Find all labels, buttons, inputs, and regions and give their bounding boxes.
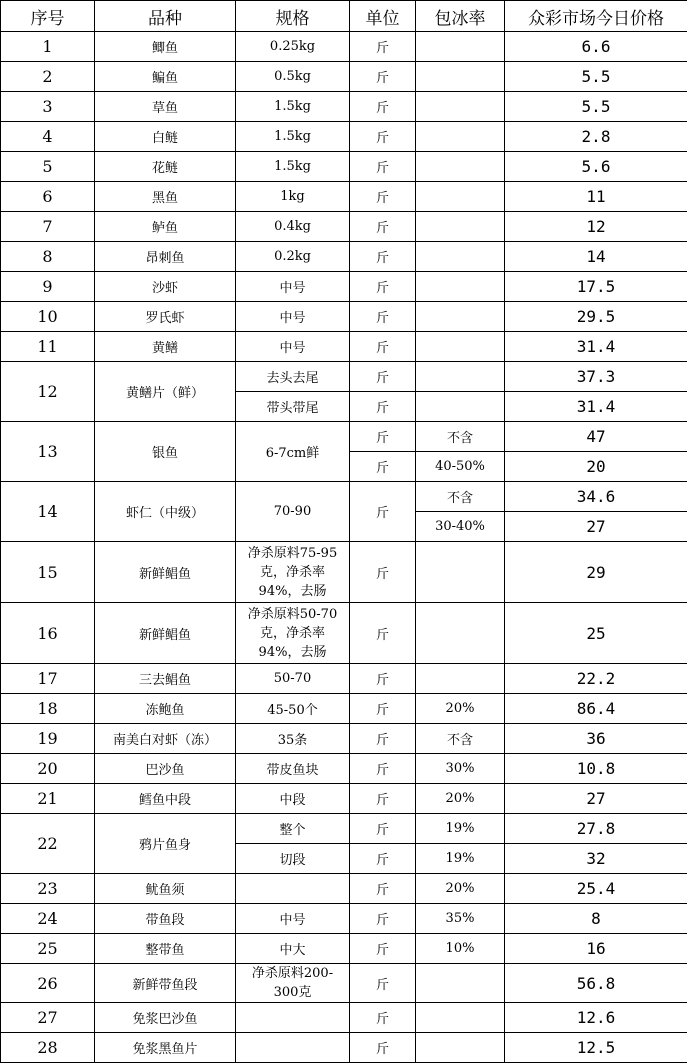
table-row — [1, 603, 687, 664]
cell-ice — [416, 332, 505, 362]
cell-ice: 30-40% — [416, 512, 505, 542]
cell-ice — [416, 32, 505, 62]
cell-spec: 中号 — [236, 332, 350, 362]
table-row — [1, 724, 687, 754]
cell-variety: 新鲜鲳鱼 — [95, 603, 236, 664]
table-row — [1, 1003, 687, 1033]
cell-price: 27 — [505, 512, 687, 542]
cell-price: 6.6 — [505, 32, 687, 62]
cell-variety: 南美白对虾（冻） — [95, 724, 236, 754]
cell-ice: 35% — [416, 904, 505, 934]
cell-price: 8 — [505, 904, 687, 934]
cell-variety: 免浆黑鱼片 — [95, 1033, 236, 1063]
cell-unit: 斤 — [350, 694, 416, 724]
table-row — [1, 92, 687, 122]
cell-seq: 5 — [1, 152, 95, 182]
cell-spec — [236, 874, 350, 904]
cell-spec: 45-50个 — [236, 694, 350, 724]
cell-seq: 17 — [1, 664, 95, 694]
cell-spec: 中号 — [236, 272, 350, 302]
cell-unit: 斤 — [350, 452, 416, 482]
spec-line: 克，净杀率 — [236, 624, 349, 643]
cell-variety: 冻鲍鱼 — [95, 694, 236, 724]
cell-unit: 斤 — [350, 32, 416, 62]
cell-ice — [416, 92, 505, 122]
cell-unit: 斤 — [350, 1003, 416, 1033]
cell-price: 29.5 — [505, 302, 687, 332]
header-price: 众彩市场今日价格 — [505, 1, 687, 32]
table-row — [1, 122, 687, 152]
cell-price: 27.8 — [505, 814, 687, 844]
cell-seq: 18 — [1, 694, 95, 724]
cell-variety: 鲈鱼 — [95, 212, 236, 242]
cell-ice — [416, 542, 505, 603]
table-row — [1, 272, 687, 302]
cell-price: 36 — [505, 724, 687, 754]
cell-spec — [236, 542, 350, 603]
cell-seq: 25 — [1, 934, 95, 964]
cell-ice: 不含 — [416, 724, 505, 754]
cell-spec: 1.5kg — [236, 92, 350, 122]
cell-spec: 1.5kg — [236, 152, 350, 182]
cell-price: 32 — [505, 844, 687, 874]
header-seq: 序号 — [1, 1, 95, 32]
cell-variety: 带鱼段 — [95, 904, 236, 934]
table-row — [1, 904, 687, 934]
cell-variety: 三去鲳鱼 — [95, 664, 236, 694]
cell-unit: 斤 — [350, 844, 416, 874]
cell-seq: 15 — [1, 542, 95, 603]
cell-price: 5.5 — [505, 62, 687, 92]
cell-ice — [416, 392, 505, 422]
table-row — [1, 814, 687, 844]
cell-variety: 鲫鱼 — [95, 32, 236, 62]
cell-ice: 不含 — [416, 422, 505, 452]
cell-spec: 去头去尾 — [236, 362, 350, 392]
cell-ice: 30% — [416, 754, 505, 784]
cell-seq: 7 — [1, 212, 95, 242]
cell-unit: 斤 — [350, 664, 416, 694]
table-row — [1, 362, 687, 392]
cell-ice — [416, 242, 505, 272]
cell-price: 31.4 — [505, 332, 687, 362]
cell-seq: 24 — [1, 904, 95, 934]
cell-variety: 鸦片鱼身 — [95, 814, 236, 874]
table-row — [1, 784, 687, 814]
cell-variety: 鳕鱼中段 — [95, 784, 236, 814]
cell-price: 16 — [505, 934, 687, 964]
cell-ice: 40-50% — [416, 452, 505, 482]
spec-line: 300克 — [236, 983, 349, 1002]
cell-seq: 16 — [1, 603, 95, 664]
table-row — [1, 874, 687, 904]
cell-variety: 黄鳝片（鲜） — [95, 362, 236, 422]
table-row — [1, 964, 687, 1003]
cell-spec: 带头带尾 — [236, 392, 350, 422]
cell-unit: 斤 — [350, 603, 416, 664]
cell-unit: 斤 — [350, 754, 416, 784]
cell-variety: 整带鱼 — [95, 934, 236, 964]
cell-ice — [416, 212, 505, 242]
cell-spec: 带皮鱼块 — [236, 754, 350, 784]
spec-line: 净杀原料200- — [236, 964, 349, 983]
header-variety: 品种 — [95, 1, 236, 32]
cell-ice: 19% — [416, 814, 505, 844]
table-row — [1, 32, 687, 62]
table-row — [1, 302, 687, 332]
table-row — [1, 332, 687, 362]
cell-price: 12.5 — [505, 1033, 687, 1063]
cell-seq: 11 — [1, 332, 95, 362]
header-row — [1, 1, 687, 32]
cell-ice: 20% — [416, 784, 505, 814]
cell-seq: 27 — [1, 1003, 95, 1033]
cell-seq: 10 — [1, 302, 95, 332]
cell-variety: 巴沙鱼 — [95, 754, 236, 784]
header-ice-rate: 包冰率 — [416, 1, 505, 32]
cell-ice: 10% — [416, 934, 505, 964]
cell-price: 20 — [505, 452, 687, 482]
cell-spec: 35条 — [236, 724, 350, 754]
cell-unit: 斤 — [350, 92, 416, 122]
cell-variety: 草鱼 — [95, 92, 236, 122]
cell-seq: 28 — [1, 1033, 95, 1063]
cell-ice — [416, 1033, 505, 1063]
cell-seq: 12 — [1, 362, 95, 422]
cell-seq: 26 — [1, 964, 95, 1003]
spec-line: 94%，去肠 — [236, 582, 349, 601]
cell-ice: 20% — [416, 874, 505, 904]
cell-variety: 花鲢 — [95, 152, 236, 182]
cell-unit: 斤 — [350, 904, 416, 934]
cell-unit: 斤 — [350, 272, 416, 302]
table-row — [1, 754, 687, 784]
cell-ice — [416, 152, 505, 182]
cell-spec: 1kg — [236, 182, 350, 212]
cell-unit: 斤 — [350, 542, 416, 603]
cell-variety: 新鲜鲳鱼 — [95, 542, 236, 603]
cell-seq: 1 — [1, 32, 95, 62]
cell-unit: 斤 — [350, 122, 416, 152]
cell-unit: 斤 — [350, 242, 416, 272]
cell-price: 29 — [505, 542, 687, 603]
cell-spec: 0.25kg — [236, 32, 350, 62]
cell-unit: 斤 — [350, 332, 416, 362]
cell-unit: 斤 — [350, 934, 416, 964]
table-row — [1, 62, 687, 92]
cell-seq: 14 — [1, 482, 95, 542]
cell-unit: 斤 — [350, 814, 416, 844]
table-row — [1, 212, 687, 242]
spec-line: 94%，去肠 — [236, 643, 349, 662]
cell-ice — [416, 964, 505, 1003]
cell-price: 2.8 — [505, 122, 687, 152]
cell-variety: 黑鱼 — [95, 182, 236, 212]
spec-line: 克，净杀率 — [236, 563, 349, 582]
header-unit: 单位 — [350, 1, 416, 32]
cell-price: 12.6 — [505, 1003, 687, 1033]
cell-price: 27 — [505, 784, 687, 814]
cell-price: 11 — [505, 182, 687, 212]
cell-unit: 斤 — [350, 874, 416, 904]
table-row — [1, 422, 687, 452]
cell-seq: 22 — [1, 814, 95, 874]
cell-seq: 8 — [1, 242, 95, 272]
cell-seq: 19 — [1, 724, 95, 754]
cell-spec: 中号 — [236, 904, 350, 934]
cell-unit: 斤 — [350, 392, 416, 422]
cell-price: 31.4 — [505, 392, 687, 422]
cell-spec — [236, 1033, 350, 1063]
cell-unit: 斤 — [350, 62, 416, 92]
cell-price: 14 — [505, 242, 687, 272]
cell-spec: 0.4kg — [236, 212, 350, 242]
cell-unit: 斤 — [350, 212, 416, 242]
cell-unit: 斤 — [350, 482, 416, 542]
cell-unit: 斤 — [350, 422, 416, 452]
cell-variety: 免浆巴沙鱼 — [95, 1003, 236, 1033]
cell-ice — [416, 664, 505, 694]
cell-spec: 0.5kg — [236, 62, 350, 92]
cell-seq: 9 — [1, 272, 95, 302]
header-spec: 规格 — [236, 1, 350, 32]
cell-price: 56.8 — [505, 964, 687, 1003]
cell-variety: 白鲢 — [95, 122, 236, 152]
cell-variety: 鱿鱼须 — [95, 874, 236, 904]
cell-variety: 新鲜带鱼段 — [95, 964, 236, 1003]
cell-ice — [416, 272, 505, 302]
cell-ice — [416, 302, 505, 332]
cell-price: 37.3 — [505, 362, 687, 392]
spec-line: 净杀原料50-70 — [236, 605, 349, 624]
cell-spec: 切段 — [236, 844, 350, 874]
cell-ice — [416, 62, 505, 92]
cell-seq: 3 — [1, 92, 95, 122]
cell-spec — [236, 964, 350, 1003]
cell-unit: 斤 — [350, 362, 416, 392]
cell-ice — [416, 362, 505, 392]
cell-ice — [416, 122, 505, 152]
table-row — [1, 694, 687, 724]
cell-seq: 20 — [1, 754, 95, 784]
table-row — [1, 664, 687, 694]
cell-spec: 70-90 — [236, 482, 350, 542]
cell-seq: 21 — [1, 784, 95, 814]
cell-ice: 19% — [416, 844, 505, 874]
cell-seq: 2 — [1, 62, 95, 92]
cell-ice — [416, 1003, 505, 1033]
cell-seq: 23 — [1, 874, 95, 904]
cell-price: 34.6 — [505, 482, 687, 512]
cell-ice — [416, 603, 505, 664]
table-row — [1, 934, 687, 964]
table-row — [1, 482, 687, 512]
cell-spec: 整个 — [236, 814, 350, 844]
cell-spec: 0.2kg — [236, 242, 350, 272]
cell-seq: 6 — [1, 182, 95, 212]
cell-price: 17.5 — [505, 272, 687, 302]
cell-seq: 4 — [1, 122, 95, 152]
table-row — [1, 242, 687, 272]
cell-variety: 虾仁（中级） — [95, 482, 236, 542]
cell-price: 86.4 — [505, 694, 687, 724]
cell-spec — [236, 1003, 350, 1033]
cell-spec — [236, 603, 350, 664]
table-row — [1, 1033, 687, 1063]
spec-line: 净杀原料75-95 — [236, 544, 349, 563]
cell-unit: 斤 — [350, 964, 416, 1003]
cell-spec: 中段 — [236, 784, 350, 814]
table-row — [1, 542, 687, 603]
cell-seq: 13 — [1, 422, 95, 482]
cell-price: 25.4 — [505, 874, 687, 904]
cell-variety: 鳊鱼 — [95, 62, 236, 92]
cell-variety: 罗氏虾 — [95, 302, 236, 332]
cell-price: 22.2 — [505, 664, 687, 694]
table-row — [1, 152, 687, 182]
cell-spec: 中大 — [236, 934, 350, 964]
cell-unit: 斤 — [350, 784, 416, 814]
cell-spec: 1.5kg — [236, 122, 350, 152]
cell-spec: 中号 — [236, 302, 350, 332]
cell-unit: 斤 — [350, 302, 416, 332]
cell-price: 5.5 — [505, 92, 687, 122]
cell-ice: 20% — [416, 694, 505, 724]
cell-variety: 银鱼 — [95, 422, 236, 482]
cell-variety: 黄鳝 — [95, 332, 236, 362]
cell-variety: 沙虾 — [95, 272, 236, 302]
cell-price: 5.6 — [505, 152, 687, 182]
cell-price: 12 — [505, 212, 687, 242]
cell-spec: 6-7cm鲜 — [236, 422, 350, 482]
cell-unit: 斤 — [350, 724, 416, 754]
cell-ice: 不含 — [416, 482, 505, 512]
cell-unit: 斤 — [350, 1033, 416, 1063]
cell-price: 10.8 — [505, 754, 687, 784]
table-row — [1, 182, 687, 212]
cell-unit: 斤 — [350, 152, 416, 182]
cell-price: 47 — [505, 422, 687, 452]
cell-variety: 昂刺鱼 — [95, 242, 236, 272]
cell-ice — [416, 182, 505, 212]
cell-spec: 50-70 — [236, 664, 350, 694]
cell-price: 25 — [505, 603, 687, 664]
cell-unit: 斤 — [350, 182, 416, 212]
